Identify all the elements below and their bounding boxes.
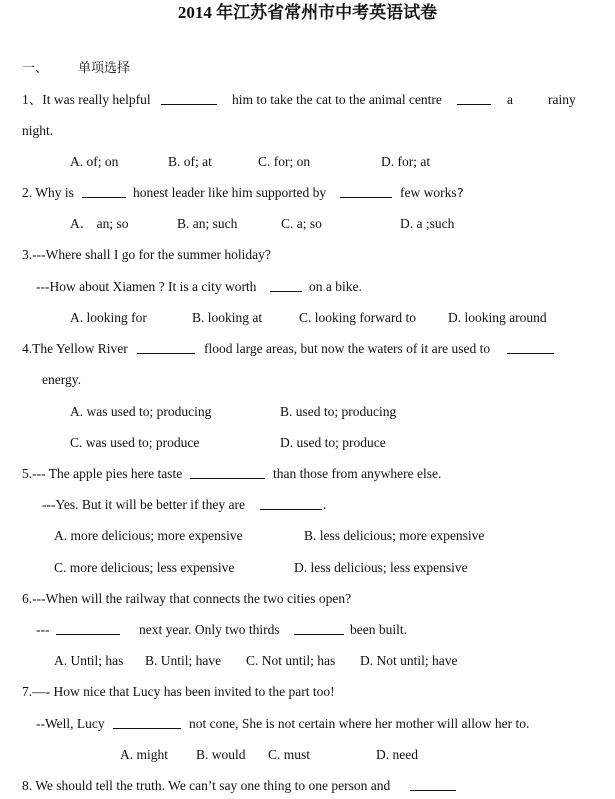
q5-option-a[interactable]: A. more delicious; more expensive xyxy=(54,528,243,543)
q5-blank-2[interactable] xyxy=(260,496,322,510)
section-label: 单项选择 xyxy=(78,61,131,76)
q2-text-1: 2. Why is xyxy=(22,185,74,200)
q2-option-a[interactable]: A． an; so xyxy=(70,216,129,231)
q4-text-3: energy. xyxy=(42,372,81,387)
q7-option-b[interactable]: B. would xyxy=(196,747,246,762)
q1-option-a[interactable]: A. of; on xyxy=(70,154,119,169)
page-title: 2014 年江苏省常州市中考英语试卷 xyxy=(177,3,438,22)
q8-blank-1[interactable] xyxy=(410,777,456,791)
section-number: 一、 xyxy=(22,61,49,76)
q2-text-3: few works xyxy=(400,185,457,200)
q5-option-c[interactable]: C. more delicious; less expensive xyxy=(54,560,235,575)
q7-option-a[interactable]: A. might xyxy=(120,747,169,762)
q4-blank-1[interactable] xyxy=(137,340,195,354)
q8-text-1: 8. We should tell the truth. We can’t say one thing to one person and xyxy=(22,778,391,793)
q6-option-c[interactable]: C. Not until; has xyxy=(246,653,336,668)
q7-text-2: --Well, Lucy xyxy=(36,716,105,731)
q5-blank-1[interactable] xyxy=(190,465,265,479)
q1-text-1: 1、It was really helpful xyxy=(22,92,151,107)
q5-option-d[interactable]: D. less delicious; less expensive xyxy=(294,560,468,575)
q6-blank-2[interactable] xyxy=(294,621,344,635)
q1-text-4: rainy xyxy=(548,92,576,107)
q6-option-d[interactable]: D. Not until; have xyxy=(360,653,458,668)
q6-text-1: 6.---When will the railway that connects the two cities open? xyxy=(22,591,352,606)
q3-option-c[interactable]: C. looking forward to xyxy=(299,310,416,325)
q1-blank-1[interactable] xyxy=(161,91,217,105)
q3-option-b[interactable]: B. looking at xyxy=(192,310,263,325)
q4-option-c[interactable]: C. was used to; produce xyxy=(70,435,200,450)
q3-text-3: on a bike. xyxy=(309,279,362,294)
q3-option-d[interactable]: D. looking around xyxy=(448,310,547,325)
q6-blank-1[interactable] xyxy=(56,621,120,635)
q5-text-2: than those from anywhere else. xyxy=(273,466,442,481)
q1-option-d[interactable]: D. for; at xyxy=(381,154,431,169)
q1-text-2: him to take the cat to the animal centre xyxy=(232,92,442,107)
q7-text-1: 7.—- How nice that Lucy has been invited to the part too! xyxy=(22,684,335,699)
q6-text-4: been built. xyxy=(350,622,407,637)
q5-text-3: ---Yes. But it will be better if they are xyxy=(42,497,245,512)
q3-text-1: 3.---Where shall I go for the summer holiday? xyxy=(22,247,271,262)
q3-blank-1[interactable] xyxy=(270,278,302,292)
q5-option-b[interactable]: B. less delicious; more expensive xyxy=(304,528,485,543)
q1-blank-2[interactable] xyxy=(457,91,491,105)
q6-option-b[interactable]: B. Until; have xyxy=(145,653,222,668)
q2-option-b[interactable]: B. an; such xyxy=(177,216,238,231)
q5-text-4: . xyxy=(323,497,327,512)
q2-option-c[interactable]: C. a; so xyxy=(281,216,322,231)
q7-blank-1[interactable] xyxy=(113,715,181,729)
q1-text-5: night. xyxy=(22,123,54,138)
q3-option-a[interactable]: A. looking for xyxy=(70,310,147,325)
q2-blank-2[interactable] xyxy=(340,184,392,198)
q6-option-a[interactable]: A. Until; has xyxy=(54,653,124,668)
q2-text-2: honest leader like him supported by xyxy=(133,185,327,200)
q1-text-3: a xyxy=(507,92,513,107)
q4-blank-2[interactable] xyxy=(507,340,554,354)
q5-text-1: 5.--- The apple pies here taste xyxy=(22,466,183,481)
q1-option-b[interactable]: B. of; at xyxy=(168,154,212,169)
q7-option-c[interactable]: C. must xyxy=(268,747,311,762)
q7-text-3: not cone, She is not certain where her mother will allow her to. xyxy=(189,716,530,731)
q3-text-2: ---How about Xiamen ? It is a city worth xyxy=(36,279,257,294)
q1-option-c[interactable]: C. for; on xyxy=(258,154,311,169)
q4-option-d[interactable]: D. used to; produce xyxy=(280,435,386,450)
q2-blank-1[interactable] xyxy=(82,184,126,198)
q2-option-d[interactable]: D. a ;such xyxy=(400,216,455,231)
q6-text-3: next year. Only two thirds xyxy=(139,622,280,637)
q4-option-b[interactable]: B. used to; producing xyxy=(280,404,397,419)
q4-option-a[interactable]: A. was used to; producing xyxy=(70,404,212,419)
q2-question-mark: ? xyxy=(457,185,464,200)
q4-text-1: 4.The Yellow River xyxy=(22,341,128,356)
q6-text-2: --- xyxy=(36,622,50,637)
q7-option-d[interactable]: D. need xyxy=(376,747,418,762)
q4-text-2: flood large areas, but now the waters of it are used to xyxy=(204,341,491,356)
